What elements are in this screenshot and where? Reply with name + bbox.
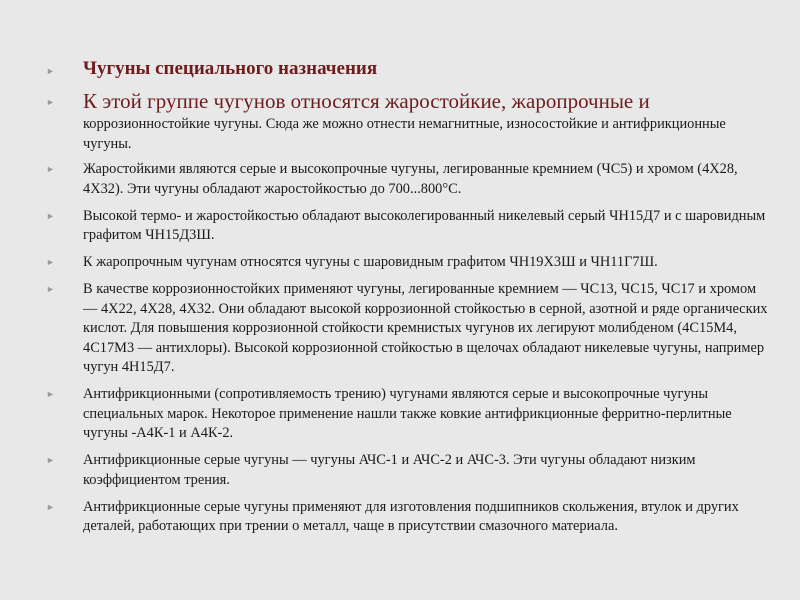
- paragraph-item: [46, 385, 772, 444]
- paragraph-item: [46, 280, 772, 378]
- paragraph-item: [46, 451, 772, 490]
- bullet-arrow-icon: ►: [46, 455, 55, 465]
- paragraph-text: В качестве коррозионностойких применяют чугуны, легированные кремнием — ЧС13, ЧС15, ЧС17 и хромом — 4Х22, 4Х28, 4Х32. Они обладают высокой коррозионной стойкостью в серной, азотной и ряде органических кислот. Для повышения коррозионной стойкости кремнистых чугунов их легируют молибденом (4С15М4, 4С17М3 — антихлоры). Высокой коррозионной стойкостью в щелочах обладают никелевые чугуны, например чугун 4Н15Д7.: [83, 281, 768, 375]
- paragraph-item: [46, 207, 772, 246]
- bullet-arrow-icon: ►: [46, 501, 55, 512]
- bullet-arrow-icon: ►: [46, 389, 55, 399]
- paragraph-item: [46, 253, 772, 273]
- bullet-arrow-icon: ►: [46, 66, 55, 76]
- intro-rest-text: коррозионностойкие чугуны. Сюда же можно отнести немагнитные, износостойкие и антифрикционные чугуны.: [83, 116, 726, 152]
- intro-lead-text: К этой группе чугунов относятся жаростойкие, жаропрочные и: [83, 89, 650, 113]
- bullet-arrow-icon: ►: [46, 284, 55, 294]
- paragraph-text: К жаропрочным чугунам относятся чугуны с шаровидным графитом ЧН19Х3Ш и ЧН11Г7Ш.: [83, 254, 658, 270]
- paragraph-item: [46, 498, 772, 537]
- bullet-arrow-icon: ►: [46, 257, 55, 267]
- bullet-arrow-icon: ►: [46, 97, 55, 107]
- intro-item: [46, 88, 772, 154]
- paragraph-text: Жаростойкими являются серые и высокопрочные чугуны, легированные кремнием (ЧС5) и хромом (4Х28, 4Х32). Эти чугуны обладают жаростойкостью до 700...800°С.: [83, 161, 738, 197]
- bullet-arrow-icon: ►: [46, 164, 55, 174]
- slide-content: [46, 58, 772, 544]
- paragraph-text: Высокой термо- и жаростойкостью обладают высоколегированный никелевый серый ЧН15Д7 и с шаровидным графитом ЧН15Д3Ш.: [83, 207, 766, 243]
- heading-item: [46, 58, 772, 80]
- bullet-arrow-icon: ►: [46, 210, 55, 221]
- slide-heading: Чугуны специального назначения: [83, 58, 378, 79]
- paragraph-text: Антифрикционные серые чугуны — чугуны АЧС-1 и АЧС-2 и АЧС-3. Эти чугуны обладают низким коэффициентом трения.: [83, 452, 696, 488]
- paragraph-item: [46, 160, 772, 199]
- paragraph-text: Антифрикционными (сопротивляемость трению) чугунами являются серые и высокопрочные чугуны специальных марок. Некоторое применение нашли также ковкие антифрикционные ферритно-перлитные чугуны -А4К-1 и А4К-2.: [83, 386, 732, 441]
- paragraph-text: Антифрикционные серые чугуны применяют для изготовления подшипников скольжения, втулок и других деталей, работающих при трении о металл, чаще в присутствии смазочного материала.: [83, 498, 739, 534]
